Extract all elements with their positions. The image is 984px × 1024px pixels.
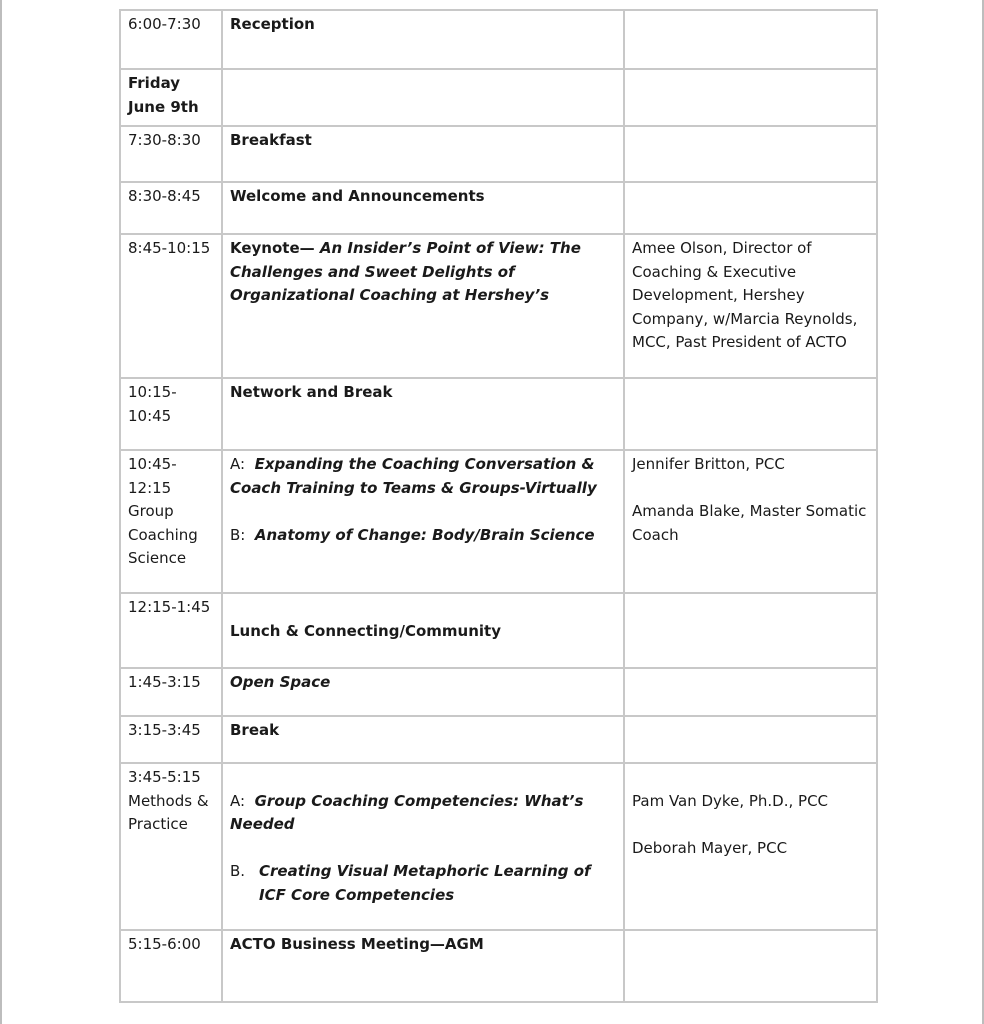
- table-row: [120, 10, 877, 69]
- session-cell: [222, 69, 624, 126]
- session-cell: ACTO Business Meeting—AGM: [222, 930, 624, 1002]
- speaker-cell: [624, 10, 877, 69]
- session-cell: Open Space: [222, 668, 624, 716]
- table-row: [120, 593, 877, 668]
- session-cell: Breakfast: [222, 126, 624, 182]
- speaker-cell: Pam Van Dyke, Ph.D., PCC Deborah Mayer, PCC: [624, 763, 877, 930]
- session-cell: Reception: [222, 10, 624, 69]
- time-cell: 10:15-10:45: [120, 378, 222, 450]
- time-cell: 5:15-6:00: [120, 930, 222, 1002]
- session-cell: Break: [222, 716, 624, 763]
- table-row: [120, 378, 877, 450]
- table-row: [120, 182, 877, 234]
- session-cell: [222, 234, 624, 378]
- table-row: [120, 450, 877, 593]
- session-option-a: A: Expanding the Coaching Conversation & Coach Training to Teams & Groups-Virtually: [230, 455, 597, 497]
- session-cell: Network and Break: [222, 378, 624, 450]
- table-row: [120, 930, 877, 1002]
- table-row: [120, 668, 877, 716]
- speaker-cell: [624, 930, 877, 1002]
- speaker-cell: Jennifer Britton, PCC Amanda Blake, Master Somatic Coach: [624, 450, 877, 593]
- speaker-cell: [624, 69, 877, 126]
- time-cell: 3:15-3:45: [120, 716, 222, 763]
- table-row: [120, 126, 877, 182]
- session-cell: [222, 763, 624, 930]
- session-cell: Welcome and Announcements: [222, 182, 624, 234]
- day-date: June 9th: [128, 97, 199, 116]
- session-option-a: A: Group Coaching Competencies: What’s Needed: [230, 791, 584, 833]
- day-name: Friday: [128, 74, 181, 92]
- session-cell: Lunch & Connecting/Community: [222, 593, 624, 668]
- session-cell: [222, 450, 624, 593]
- speaker-cell: [624, 716, 877, 763]
- time-cell: 10:45-12:15 Group Coaching Science: [120, 450, 222, 593]
- time-cell: 6:00-7:30: [120, 10, 222, 69]
- speaker-cell: [624, 593, 877, 668]
- table-row: [120, 234, 877, 378]
- time-cell: 7:30-8:30: [120, 126, 222, 182]
- session-option-b: B. Creating Visual Metaphoric Learning of ICF Core Competencies: [230, 862, 591, 904]
- agenda-table: [119, 9, 878, 1003]
- day-cell: [120, 69, 222, 126]
- table-row: [120, 716, 877, 763]
- speaker-cell: [624, 126, 877, 182]
- table-row: [120, 763, 877, 930]
- speaker-cell: [624, 668, 877, 716]
- speaker-cell: Amee Olson, Director of Coaching & Executive Development, Hershey Company, w/Marcia Reynolds, MCC, Past President of ACTO: [624, 234, 877, 378]
- time-cell: 3:45-5:15 Methods & Practice: [120, 763, 222, 930]
- speaker-cell: [624, 182, 877, 234]
- page-border-left: [0, 0, 2, 1024]
- speaker-cell: [624, 378, 877, 450]
- table-row-day-header: [120, 69, 877, 126]
- time-cell: 12:15-1:45: [120, 593, 222, 668]
- session-title: An Insider’s Point of View: The Challenges and Sweet Delights of Organizational Coaching at Hershey’s: [230, 239, 581, 304]
- time-cell: 8:30-8:45: [120, 182, 222, 234]
- time-cell: 1:45-3:15: [120, 668, 222, 716]
- session-prefix: Keynote—: [230, 239, 320, 257]
- session-option-b: B: Anatomy of Change: Body/Brain Science: [230, 525, 595, 544]
- time-cell: 8:45-10:15: [120, 234, 222, 378]
